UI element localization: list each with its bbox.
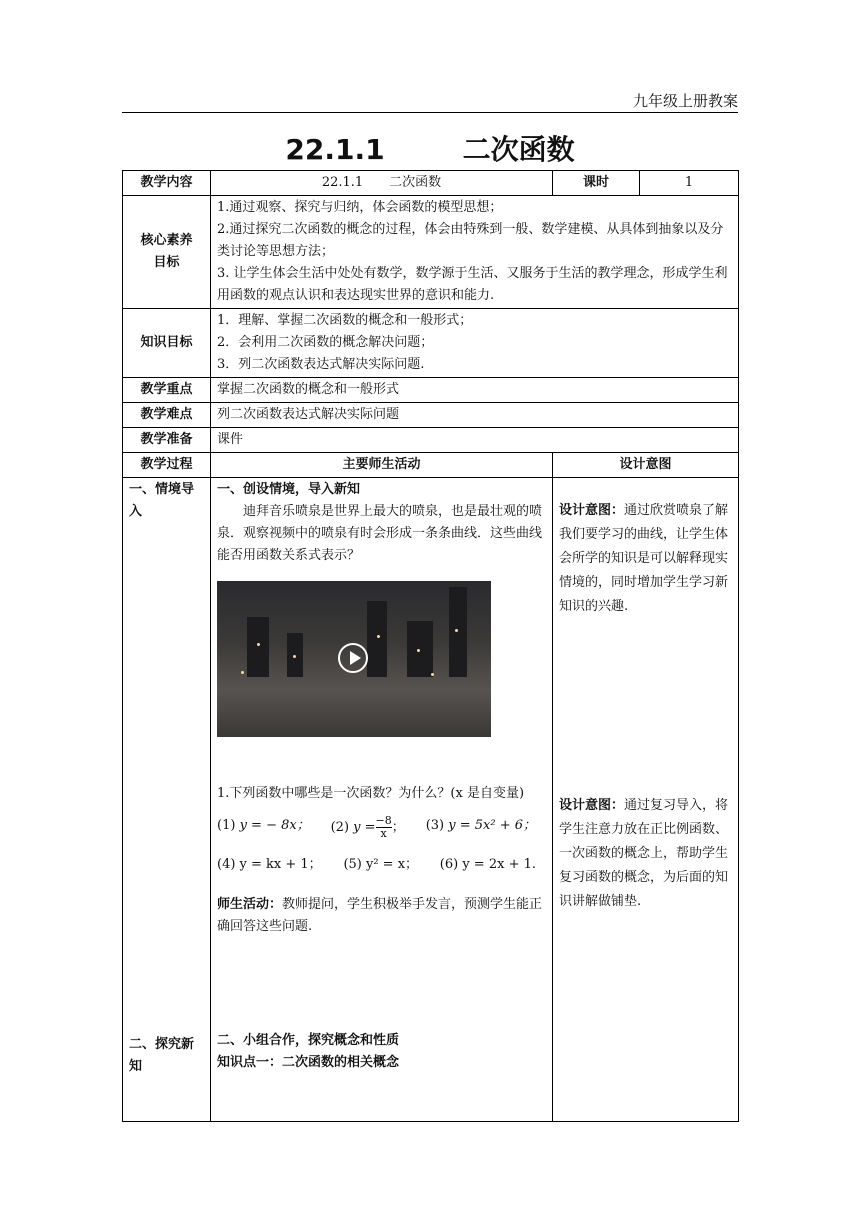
lesson-plan-table [122,170,739,1122]
equation-2-num: (2) [330,820,350,835]
equation-2-fraction [376,815,392,840]
section2-subtitle: 知识点一：二次函数的相关概念 [217,1055,400,1070]
content-value: 22.1.1 二次函数 [211,171,553,196]
question-block [217,779,546,809]
content-label: 教学内容 [123,171,211,196]
literacy-label [123,196,211,309]
process-activity-cell [211,478,553,1122]
knowledge-content [211,309,739,378]
row-knowledge [123,309,739,378]
fountain-video[interactable] [217,581,491,737]
intent-2-text: 通过复习导入，将学生注意力放在正比例函数、一次函数的概念上，帮助学生复习函数的概念，为后面的知识讲解做铺垫. [559,798,729,909]
difficulty-value: 列二次函数表达式解决实际问题 [211,403,739,428]
equation-4: (4) y = kx + 1； [217,857,322,872]
prep-value: 课件 [211,428,739,453]
teacher-activity [217,894,546,938]
knowledge-item: 1．理解、掌握二次函数的概念和一般形式； [217,313,473,328]
row-content [123,171,739,196]
equation-3-expr: y = 5x² + 6； [448,818,536,833]
key-value: 掌握二次函数的概念和一般形式 [211,378,739,403]
intent-1 [559,499,732,619]
process-col-intent: 设计意图 [553,453,739,478]
title-name: 二次函数 [462,133,575,166]
process-stage-cell [123,478,211,1122]
intent-1-label: 设计意图： [559,503,625,518]
intent-1-text: 通过欣赏喷泉了解我们要学习的曲线，让学生体会所学的知识是可以解释现实情境的，同时增加学生学习新知识的兴趣. [559,503,729,614]
equation-row-1 [217,815,546,840]
stage-intro: 一、情境导入 [129,482,195,519]
process-col-activity: 主要师生活动 [211,453,553,478]
knowledge-item: 2．会利用二次函数的概念解决问题； [217,335,434,350]
equation-5: (5) y² = x； [343,857,419,872]
row-key-point [123,378,739,403]
prep-label: 教学准备 [123,428,211,453]
process-col-stage: 教学过程 [123,453,211,478]
equation-row-2 [217,854,546,876]
difficulty-label: 教学难点 [123,403,211,428]
equation-1-expr: y = − 8x； [239,818,310,833]
section1-title: 一、创设情境，导入新知 [217,482,361,497]
key-label: 教学重点 [123,378,211,403]
equation-2 [331,815,405,840]
header-divider [122,112,738,113]
hours-label: 课时 [553,171,640,196]
knowledge-label: 知识目标 [123,309,211,378]
fraction-denominator: x [380,827,387,840]
title-number: 22.1.1 [285,133,385,166]
document-title [0,128,860,168]
equation-1 [217,815,310,840]
fraction-numerator: −8 [375,814,392,827]
hours-value: 1 [640,171,739,196]
row-literacy [123,196,739,309]
section1-text: 迪拜音乐喷泉是世界上最大的喷泉，也是最壮观的喷泉．观察视频中的喷泉有时会形成一条条曲线．这些曲线能否用函数关系式表示？ [217,504,543,563]
play-icon[interactable] [338,643,368,673]
intent-2 [559,794,729,914]
row-difficulty [123,403,739,428]
row-process-header [123,453,739,478]
question-text: 1.下列函数中哪些是一次函数？为什么？(x 是自变量) [217,786,525,801]
knowledge-item: 3．列二次函数表达式解决实际问题. [217,357,425,372]
literacy-label-line2: 目标 [153,255,180,270]
equation-3-num: (3) [425,818,445,833]
equation-2-lhs: y = [353,820,376,835]
teacher-activity-text: 教师提问，学生积极举手发言，预测学生能正确回答这些问题. [217,897,543,934]
page-header: 九年级上册教案 [632,92,738,110]
equation-3 [426,815,536,840]
process-intent-cell [553,478,739,1122]
literacy-label-line1: 核心素养 [140,233,193,248]
teacher-activity-label: 师生活动： [217,897,283,912]
equation-2-end: ； [391,820,405,835]
section2-title: 二、小组合作，探究概念和性质 [217,1033,400,1048]
intent-2-label: 设计意图： [559,798,625,813]
literacy-item: 3. 让学生体会生活中处处有数学，数学源于生活、又服务于生活的教学理念，形成学生利用函数的观点认识和表达现实世界的意识和能力. [217,266,728,303]
literacy-item: 2.通过探究二次函数的概念的过程，体会由特殊到一般、数学建模、从具体到抽象以及分类讨论等思想方法； [217,222,724,259]
equation-1-num: (1) [217,818,236,833]
literacy-content [211,196,739,309]
literacy-item: 1.通过观察、探究与归纳，体会函数的模型思想； [217,200,503,215]
equation-6: (6) y = 2x + 1. [439,857,536,872]
stage-explore: 二、探究新知 [129,1037,195,1074]
row-process-body [123,478,739,1122]
section2 [217,1030,399,1074]
row-preparation [123,428,739,453]
